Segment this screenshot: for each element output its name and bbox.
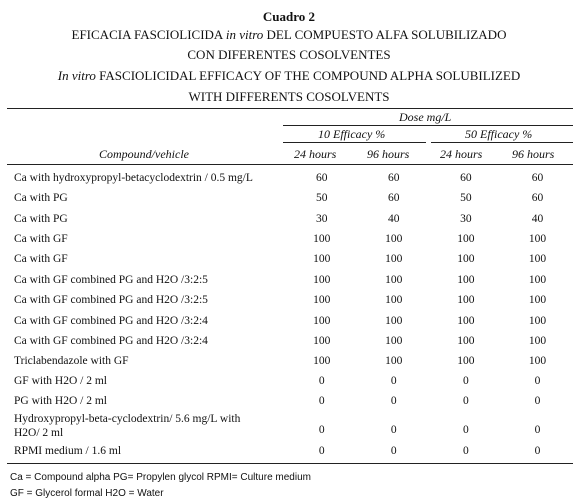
compound-cell — [7, 208, 286, 229]
footnote-2: GF = Glycerol formal H2O = Water — [10, 488, 164, 499]
header-time-1: 24 hours — [294, 147, 337, 161]
efficacy-value-cell: 100 — [313, 314, 331, 327]
efficacy-value-cell: 100 — [385, 233, 403, 245]
title-en-text: FASCIOLICIDAL EFFICACY OF THE COMPOUND ALPHA SOLUBILIZED — [95, 68, 521, 83]
efficacy-value-cell: 30 — [460, 212, 472, 225]
compound-cell — [7, 290, 286, 310]
header-compound: Compound/vehicle — [99, 147, 189, 161]
efficacy-value-cell: 100 — [313, 335, 331, 347]
compound-name: Ca with GF — [14, 253, 68, 265]
efficacy-value-cell: 100 — [313, 355, 331, 367]
efficacy-value-cell: 0 — [534, 423, 541, 436]
compound-cell — [7, 269, 286, 290]
efficacy-value-cell: 100 — [313, 273, 331, 286]
efficacy-value-cell: 60 — [315, 172, 328, 184]
compound-name: Ca with GF combined PG and H2O /3:2:4 — [14, 314, 208, 327]
efficacy-value-cell: 100 — [528, 314, 547, 327]
efficacy-value-cell: 0 — [462, 375, 469, 387]
header-time-2: 96 hours — [367, 147, 410, 161]
efficacy-value-cell: 40 — [388, 212, 400, 225]
table-row — [7, 269, 573, 290]
efficacy-value-cell: 100 — [385, 253, 403, 265]
compound-cell — [7, 229, 286, 249]
table-row — [7, 168, 573, 188]
efficacy-value-cell: 100 — [385, 294, 403, 306]
dose-underline — [283, 125, 573, 126]
efficacy-value-cell: 50 — [460, 192, 472, 204]
table-row — [7, 188, 573, 208]
compound-cell — [7, 331, 286, 351]
efficacy-value-cell: 0 — [318, 395, 325, 407]
efficacy-value-cell: 30 — [315, 212, 328, 225]
header-time-3: 24 hours — [440, 147, 483, 161]
compound-name: Ca with GF — [14, 233, 68, 245]
group-10-underline — [283, 142, 426, 143]
efficacy-value-cell: 100 — [385, 314, 403, 327]
compound-name: Hydroxypropyl-beta-cyclodextrin/ 5.6 mg/L with — [14, 413, 241, 425]
header-group-50: 50 Efficacy % — [465, 127, 533, 141]
efficacy-value-cell: 100 — [457, 335, 475, 347]
efficacy-value-cell: 100 — [313, 253, 331, 265]
efficacy-value-cell: 100 — [528, 273, 547, 286]
table-row — [7, 351, 573, 371]
header-bottom-rule — [7, 164, 573, 165]
compound-name-cont: H2O/ 2 ml — [14, 427, 64, 439]
table-row — [7, 290, 573, 310]
efficacy-value-cell: 100 — [313, 233, 331, 245]
compound-cell — [7, 310, 286, 331]
efficacy-value-cell: 0 — [534, 375, 541, 387]
compound-cell — [7, 441, 286, 461]
compound-cell — [7, 188, 286, 208]
table-row — [7, 371, 573, 391]
efficacy-value-cell: 60 — [388, 172, 400, 184]
efficacy-value-cell: 100 — [457, 314, 475, 327]
efficacy-value-cell: 100 — [457, 233, 475, 245]
compound-cell — [7, 249, 286, 269]
efficacy-value-cell: 40 — [531, 212, 544, 225]
efficacy-value-cell: 0 — [390, 375, 397, 387]
efficacy-value-cell: 100 — [457, 273, 475, 286]
efficacy-value-cell: 0 — [390, 395, 397, 407]
compound-cell — [7, 391, 286, 411]
table-row — [7, 310, 573, 331]
compound-name: Ca with hydroxypropyl-betacyclodextrin / 0.5 mg/L — [14, 172, 253, 184]
compound-name: RPMI medium / 1.6 ml — [14, 445, 122, 457]
efficacy-value-cell: 60 — [531, 192, 544, 204]
efficacy-value-cell: 60 — [531, 172, 544, 184]
bottom-rule — [7, 463, 573, 464]
title-es-text-b: DEL COMPUESTO ALFA SOLUBILIZADO — [263, 27, 507, 42]
efficacy-value-cell: 100 — [385, 335, 403, 347]
table-row — [7, 331, 573, 351]
efficacy-value-cell: 0 — [318, 375, 325, 387]
compound-name: GF with H2O / 2 ml — [14, 375, 107, 387]
compound-name: Ca with GF combined PG and H2O /3:2:5 — [14, 273, 208, 286]
compound-name: Ca with GF combined PG and H2O /3:2:4 — [14, 335, 208, 347]
efficacy-value-cell: 0 — [462, 395, 469, 407]
efficacy-value-cell: 0 — [462, 445, 469, 457]
title-es-text-a: EFICACIA FASCIOLICIDA — [71, 27, 226, 42]
efficacy-value-cell: 50 — [315, 192, 328, 204]
efficacy-value-cell: 100 — [457, 355, 475, 367]
compound-name: Ca with PG — [14, 192, 68, 204]
compound-name: Ca with GF combined PG and H2O /3:2:5 — [14, 294, 208, 306]
efficacy-value-cell: 60 — [460, 172, 472, 184]
title-english-line-1 — [0, 68, 578, 84]
group-50-underline — [431, 142, 573, 143]
table-number: Cuadro 2 — [262, 9, 316, 24]
compound-cell — [7, 351, 286, 371]
table-row — [7, 249, 573, 269]
table-row — [7, 208, 573, 229]
efficacy-value-cell: 100 — [385, 355, 403, 367]
title-english-line-2: WITH DIFFERENTS COSOLVENTS — [188, 89, 390, 104]
title-spanish-line-1 — [0, 27, 578, 43]
table-row — [7, 229, 573, 249]
header-time-4: 96 hours — [512, 147, 555, 161]
efficacy-value-cell: 0 — [534, 445, 541, 457]
efficacy-value-cell: 100 — [528, 335, 547, 347]
table-row — [7, 391, 573, 411]
efficacy-value-cell: 100 — [528, 233, 547, 245]
efficacy-table — [7, 168, 573, 461]
efficacy-value-cell: 0 — [318, 423, 325, 436]
efficacy-value-cell: 0 — [462, 423, 469, 436]
efficacy-value-cell: 0 — [534, 395, 541, 407]
efficacy-value-cell: 0 — [390, 423, 397, 436]
top-rule — [7, 108, 573, 109]
efficacy-value-cell: 100 — [385, 273, 403, 286]
efficacy-table-body — [7, 168, 573, 461]
title-en-italic: In vitro — [57, 68, 96, 83]
table-row — [7, 411, 573, 441]
footnote-1: Ca = Compound alpha PG= Propylen glycol RPMI= Culture medium — [10, 472, 311, 483]
efficacy-value-cell: 0 — [390, 445, 397, 457]
efficacy-value-cell: 100 — [313, 294, 331, 306]
efficacy-value-cell: 100 — [457, 253, 475, 265]
compound-name: Triclabendazole with GF — [14, 355, 129, 367]
compound-name: PG with H2O / 2 ml — [14, 395, 107, 407]
compound-name: Ca with PG — [14, 212, 68, 225]
title-spanish-line-2: CON DIFERENTES COSOLVENTES — [187, 47, 391, 62]
title-es-italic: in vitro — [225, 27, 264, 42]
efficacy-value-cell: 100 — [528, 294, 547, 306]
compound-cell — [7, 168, 286, 188]
compound-cell — [7, 411, 286, 441]
header-dose: Dose mg/L — [399, 110, 452, 124]
efficacy-value-cell: 100 — [528, 253, 547, 265]
table-row — [7, 441, 573, 461]
compound-cell — [7, 371, 286, 391]
efficacy-value-cell: 0 — [318, 445, 325, 457]
efficacy-value-cell: 100 — [457, 294, 475, 306]
efficacy-value-cell: 100 — [528, 355, 547, 367]
efficacy-value-cell: 60 — [388, 192, 400, 204]
header-group-10: 10 Efficacy % — [318, 127, 386, 141]
